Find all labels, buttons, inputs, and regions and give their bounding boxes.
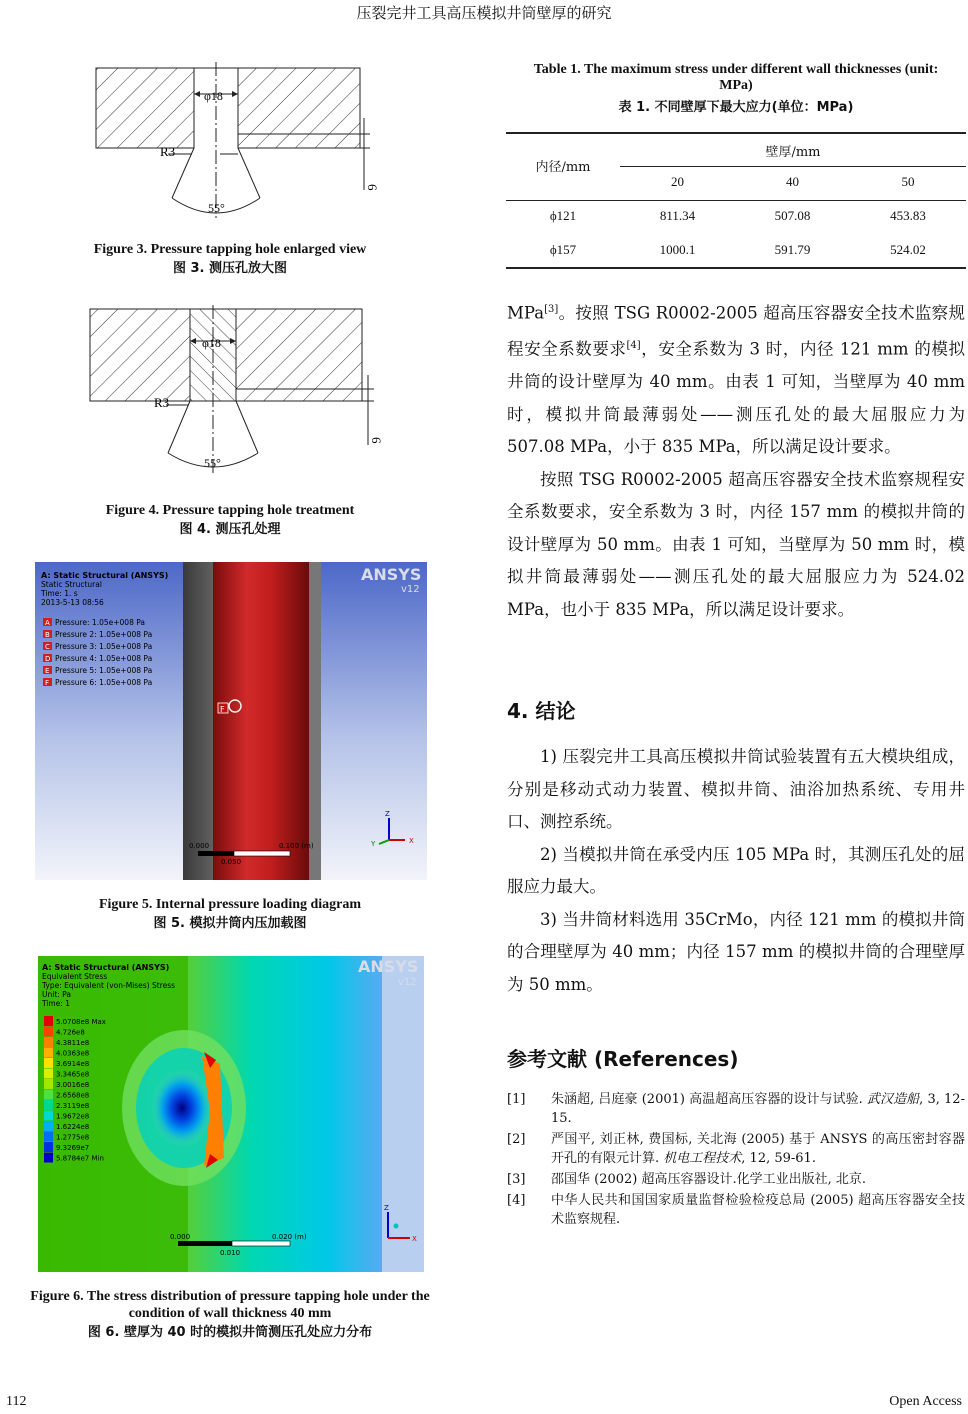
- table-row-2-value-20: 1000.1: [659, 242, 696, 257]
- paragraph-2: 按照 TSG R0002-2005 超高压容器安全技术监察规程安全系数要求，安全系数为 3 时，内径 157 mm 的模拟井筒的设计壁厚为 50 mm。由表 1 可知，当壁厚为 50 mm 时，模拟井筒最薄弱处——测压孔处的最大屈服应力为 524.02 MPa，也小于 835 MPa，所以满足设计要求。: [507, 469, 965, 619]
- fig5-legend-c: Pressure 3: 1.05e+008 Pa: [55, 642, 153, 651]
- table-1-title-en-1: Table 1. The maximum stress under different wall thicknesses (unit:: [533, 62, 939, 77]
- table-1-title-en-2: MPa): [719, 78, 753, 93]
- p1-end: ，安全系数为 3 时，内径 121 mm 的模拟井筒的设计壁厚为 40 mm。由表 1 可知，当壁厚为 40 mm 时，模拟井筒最薄弱处——测压孔处的最大屈服应力为 507.08 MPa，小于 835 MPa，所以满足设计要求。: [507, 339, 966, 456]
- fig6-scale-mid: 0.010: [220, 1249, 241, 1257]
- p1-middle: 。按照 TSG R0002-2005 超高压容器安全技术监察规程安全系数要求: [507, 303, 965, 359]
- p1-citation-4: [4]: [626, 340, 641, 351]
- fig6-legend-swatch: [44, 1048, 53, 1058]
- fig5-legend-key-d: D: [45, 655, 51, 663]
- figure-4-drawing: [82, 305, 382, 480]
- table-bottom-rule: [506, 267, 966, 269]
- figure-5-caption-en: Figure 5. Internal pressure loading diagram: [98, 897, 362, 912]
- fig4-diameter-label: φ18: [202, 336, 221, 350]
- table-row-1-value-20: 811.34: [659, 208, 696, 223]
- figure-3-drawing: [88, 58, 388, 228]
- table-row-1-inner: ϕ121: [549, 208, 577, 223]
- table-row-1-value-40: 507.08: [774, 208, 811, 223]
- figure-6-caption-en-1: Figure 6. The stress distribution of pressure tapping hole under the: [30, 1289, 430, 1304]
- reference-3-text: 邵国华 (2002) 超高压容器设计.化学工业出版社, 北京.: [551, 1172, 867, 1187]
- fig6-header-5: Time: 1: [42, 999, 71, 1008]
- fig6-scale-end: 0.020 (m): [272, 1233, 307, 1241]
- fig3-depth-label: 6: [365, 184, 380, 191]
- fig5-header-3: Time: 1. s: [41, 589, 78, 598]
- fig6-legend-swatch: [44, 1016, 53, 1026]
- fig3-radius-label: R3: [160, 144, 176, 159]
- fig5-legend-f: Pressure 6: 1.05e+008 Pa: [55, 678, 153, 687]
- fig6-legend-label: 2.3119e8: [56, 1102, 90, 1110]
- body-text-block: [507, 294, 965, 626]
- fig6-axis-z: Z: [384, 1204, 389, 1212]
- fig6-legend-swatch: [44, 1121, 53, 1131]
- reference-2: [507, 1130, 965, 1168]
- reference-1: [507, 1090, 965, 1128]
- fig6-header-4: Unit: Pa: [42, 990, 71, 999]
- fig6-legend-swatch: [44, 1069, 53, 1079]
- table-1-title-zh: 表 1. 不同壁厚下最大应力(单位：MPa): [618, 100, 854, 115]
- conclusions-block: [507, 741, 965, 1001]
- conclusion-3: 3) 当井筒材料选用 35CrMo，内径 121 mm 的模拟井筒的合理壁厚为 40 mm；内径 157 mm 的模拟井筒的合理壁厚为 50 mm。: [507, 909, 965, 994]
- fig4-depth-label: 6: [369, 437, 384, 444]
- reference-1-tail: , 3, 12-15.: [551, 1092, 965, 1126]
- fig5-legend-d: Pressure 4: 1.05e+008 Pa: [55, 654, 153, 663]
- fig6-legend-label: 1.9672e8: [56, 1112, 90, 1121]
- fig6-legend-label: 1.6224e8: [56, 1123, 90, 1131]
- figure-4-caption-zh: 图 4. 测压孔处理: [179, 522, 281, 537]
- table-head-thickness-50: 50: [901, 174, 915, 189]
- fig6-header-2: Equivalent Stress: [42, 972, 108, 981]
- fig6-ansys-logo: ANSYS: [358, 957, 419, 976]
- fig5-axis-y: Y: [371, 840, 376, 848]
- fig6-legend-swatch: [44, 1153, 53, 1163]
- table-subhead-rule: [620, 166, 966, 167]
- fig6-legend-label: 4.0363e8: [56, 1049, 90, 1058]
- fig6-legend-label: 4.726e8: [56, 1028, 85, 1037]
- fig5-legend-b: Pressure 2: 1.05e+008 Pa: [55, 630, 153, 639]
- conclusion-2: 2) 当模拟井筒在承受内压 105 MPa 时，其测压孔处的屈服应力最大。: [507, 844, 965, 896]
- fig6-legend-swatch: [44, 1037, 53, 1047]
- fig6-legend-label: 5.8784e7 Min: [56, 1154, 104, 1163]
- fig5-ansys-logo: ANSYS: [361, 565, 422, 584]
- fig6-legend-label: 3.6914e8: [56, 1060, 90, 1068]
- fig6-legend-label: 1.2775e8: [56, 1133, 90, 1142]
- fig4-angle-label: 55°: [204, 456, 221, 470]
- fig3-angle-label: 55°: [208, 201, 225, 215]
- fig6-legend-label: 2.6568e8: [56, 1091, 90, 1100]
- fig5-scale-start: 0.000: [189, 842, 210, 850]
- fig4-radius-label: R3: [154, 395, 170, 410]
- reference-1-num: [1]: [507, 1092, 526, 1107]
- reference-2-tail: , 12, 59-61.: [741, 1151, 816, 1166]
- figure-5-ansys-image: [35, 562, 427, 880]
- fig6-legend-label: 3.3465e8: [56, 1070, 90, 1079]
- fig6-header-1: A: Static Structural (ANSYS): [42, 963, 170, 972]
- paragraph-1: [507, 294, 965, 464]
- reference-3-num: [3]: [507, 1172, 526, 1187]
- fig6-legend-swatch: [44, 1132, 53, 1142]
- table-top-rule: [506, 132, 966, 134]
- fig5-legend-a: Pressure: 1.05e+008 Pa: [55, 618, 146, 627]
- reference-3: [507, 1170, 965, 1189]
- table-row-2-value-50: 524.02: [890, 242, 926, 257]
- running-head: 压裂完井工具高压模拟井筒壁厚的研究: [356, 4, 612, 22]
- fig6-legend-swatch: [44, 1058, 53, 1068]
- figure-6-caption-zh: 图 6. 壁厚为 40 时的模拟井筒测压孔处应力分布: [87, 1325, 373, 1340]
- fig5-scale-end: 0.100 (m): [279, 842, 314, 850]
- table-head-thickness-40: 40: [786, 174, 799, 189]
- fig6-header-3: Type: Equivalent (von-Mises) Stress: [42, 981, 176, 990]
- fig6-axis-x: X: [412, 1235, 417, 1243]
- fig5-axis-z: Z: [385, 810, 390, 818]
- figure-3-caption-zh: 图 3. 测压孔放大图: [172, 261, 288, 276]
- p1-start: MPa: [507, 303, 545, 323]
- fig6-legend-swatch: [44, 1142, 53, 1152]
- fig5-legend-key-c: C: [45, 643, 50, 651]
- fig6-legend-label: 3.0016e8: [56, 1081, 90, 1089]
- reference-1-journal: 武汉造船: [866, 1092, 920, 1107]
- fig6-legend-swatch: [44, 1090, 53, 1100]
- fig5-version: v12: [401, 584, 420, 595]
- fig6-legend-swatch: [44, 1100, 53, 1110]
- fig5-axis-x: X: [409, 837, 414, 845]
- fig5-scale-mid: 0.050: [221, 858, 242, 866]
- figure-4-caption-en: Figure 4. Pressure tapping hole treatment: [105, 503, 355, 518]
- reference-1-text: 朱涵超, 吕庭豪 (2001) 高温超高压容器的设计与试验.: [551, 1092, 867, 1107]
- table-head-inner-diameter: 内径/mm: [535, 160, 591, 175]
- reference-4-text: 中华人民共和国国家质量监督检验检疫总局 (2005) 超高压容器安全技术监察规程.: [551, 1193, 965, 1227]
- page-number: 112: [6, 1394, 27, 1409]
- p1-citation-3: [3]: [544, 304, 559, 315]
- table-head-thickness-20: 20: [671, 174, 684, 189]
- fig6-version: v12: [398, 977, 417, 988]
- fig5-marker-label: F: [220, 705, 225, 714]
- fig6-legend-label: 5.0708e8 Max: [56, 1018, 106, 1026]
- figure-6-caption-en-2: condition of wall thickness 40 mm: [128, 1306, 332, 1321]
- fig5-legend-key-a: A: [45, 619, 50, 627]
- reference-2-journal: 机电工程技术: [663, 1151, 742, 1166]
- footer-open-access: Open Access: [889, 1394, 962, 1409]
- references-heading: 参考文献 (References): [507, 1047, 739, 1071]
- fig5-legend-e: Pressure 5: 1.05e+008 Pa: [55, 666, 153, 675]
- fig5-header-4: 2013-5-13 08:56: [41, 598, 104, 607]
- fig6-legend-swatch: [44, 1079, 53, 1089]
- reference-4: [507, 1191, 965, 1229]
- fig6-legend-swatch: [44, 1027, 53, 1037]
- fig5-legend-key-e: E: [45, 667, 50, 675]
- references-list: [507, 1090, 965, 1231]
- fig5-legend-key-b: B: [45, 631, 50, 639]
- fig5-header-1: A: Static Structural (ANSYS): [41, 571, 169, 580]
- conclusion-1: 1) 压裂完井工具高压模拟井筒试验装置有五大模块组成，分别是移动式动力装置、模拟井筒、油浴加热系统、专用井口、测控系统。: [507, 747, 965, 831]
- reference-2-text: 严国平, 刘正林, 费国标, 关北海 (2005) 基于 ANSYS 的高压密封容器开孔的有限元计算.: [551, 1132, 965, 1166]
- table-head-rule: [506, 200, 966, 201]
- fig6-scale-start: 0.000: [170, 1233, 191, 1241]
- section-4-heading: 4. 结论: [507, 699, 576, 723]
- reference-4-num: [4]: [507, 1193, 526, 1208]
- table-row-2-inner: ϕ157: [549, 242, 577, 257]
- table-row-2-value-40: 591.79: [774, 242, 811, 257]
- table-head-wall-thickness: 壁厚/mm: [765, 145, 821, 160]
- table-row-1-value-50: 453.83: [890, 208, 926, 223]
- figure-6-stress-image: [38, 956, 424, 1272]
- fig3-diameter-label: φ18: [204, 89, 223, 103]
- fig6-legend-label: 4.3811e8: [56, 1039, 90, 1047]
- fig6-legend-swatch: [44, 1111, 53, 1121]
- figure-3-caption-en: Figure 3. Pressure tapping hole enlarged view: [93, 242, 367, 257]
- fig5-header-2: Static Structural: [41, 580, 102, 589]
- fig5-legend-key-f: F: [45, 679, 50, 687]
- reference-2-num: [2]: [507, 1132, 526, 1147]
- fig6-legend-label: 9.3269e7: [56, 1144, 90, 1152]
- figure-5-caption-zh: 图 5. 模拟井筒内压加载图: [153, 916, 307, 931]
